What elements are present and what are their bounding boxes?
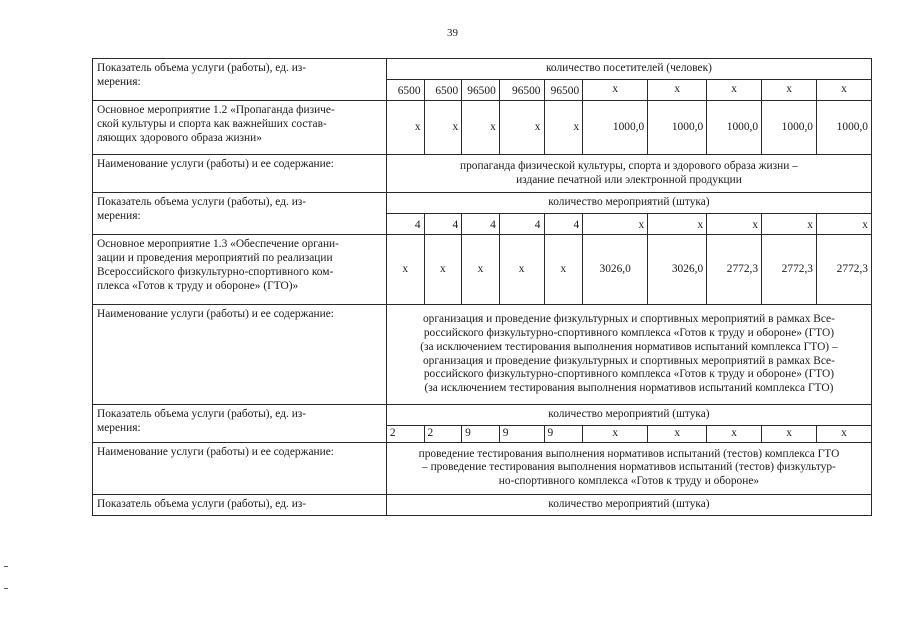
service-row-1-3	[93, 305, 872, 405]
volume-indicator-label: Показатель объема услуги (работы), ед. из-	[93, 494, 387, 515]
volume-indicator-row-3	[93, 405, 872, 426]
volume-indicator-row-4	[93, 494, 872, 515]
value-cell: х	[762, 80, 817, 101]
value-cell: 2772,3	[707, 235, 762, 305]
value-cell: 2	[386, 426, 424, 443]
service-name-label: Наименование услуги (работы) и ее содержание:	[93, 305, 387, 405]
volume-indicator-row-1	[93, 59, 872, 80]
scan-mark	[4, 566, 8, 567]
event-1-2-title: Основное мероприятие 1.2 «Пропаганда физиче- ской культуры и спорта как важнейших состав- ляющих здорового образа жизни»	[93, 101, 387, 155]
value-cell: х	[648, 80, 707, 101]
value-cell: 4	[386, 214, 424, 235]
service-content: пропаганда физической культуры, спорта и здорового образа жизни – издание печатной или электронной продукции	[386, 155, 871, 193]
value-cell: х	[424, 101, 462, 155]
service-content: организация и проведение физкультурных и спортивных мероприятий в рамках Все- российского физкультурно-спортивного комплекса «Готов к труду и обороне» (ГТО) (за исключением тестирования выполнения нормативов испытаний комплекса ГТО) – организация и проведение физкультурных и спортивных мероприятий в рамках Все- российского физкультурно-спортивного комплекса «Готов к труду и обороне» (ГТО) (за исключением тестирования выполнения нормативов испытаний комплекса ГТО)	[386, 305, 871, 405]
value-cell: х	[462, 101, 500, 155]
value-cell: 2772,3	[817, 235, 872, 305]
value-cell: 3026,0	[648, 235, 707, 305]
value-cell: х	[583, 80, 648, 101]
value-cell: х	[707, 80, 762, 101]
value-cell: х	[583, 214, 648, 235]
value-cell: 1000,0	[648, 101, 707, 155]
scan-mark	[4, 588, 8, 589]
value-cell: 1000,0	[762, 101, 817, 155]
value-cell: 96500	[499, 80, 544, 101]
value-cell: х	[817, 426, 872, 443]
value-cell: 4	[499, 214, 544, 235]
value-cell: х	[499, 235, 544, 305]
value-cell: 96500	[544, 80, 583, 101]
value-cell: 4	[424, 214, 462, 235]
value-cell: х	[648, 426, 707, 443]
value-cell: 1000,0	[817, 101, 872, 155]
value-cell: 9	[462, 426, 500, 443]
value-cell: х	[544, 101, 583, 155]
value-cell: х	[583, 426, 648, 443]
volume-indicator-row-2	[93, 193, 872, 214]
page-number: 39	[447, 27, 458, 39]
volume-indicator-label: Показатель объема услуги (работы), ед. из- мерения:	[93, 59, 387, 101]
value-cell: х	[707, 214, 762, 235]
value-cell: х	[386, 235, 424, 305]
event-1-3-row	[93, 235, 872, 305]
value-cell: х	[648, 214, 707, 235]
volume-indicator-label: Показатель объема услуги (работы), ед. из- мерения:	[93, 193, 387, 235]
value-cell: 6500	[424, 80, 462, 101]
value-cell: х	[817, 80, 872, 101]
value-cell: 1000,0	[583, 101, 648, 155]
value-cell: 4	[544, 214, 583, 235]
service-indicators-table	[92, 58, 872, 516]
value-cell: 1000,0	[707, 101, 762, 155]
value-cell: 96500	[462, 80, 500, 101]
service-name-label: Наименование услуги (работы) и ее содержание:	[93, 155, 387, 193]
service-content: проведение тестирования выполнения нормативов испытаний (тестов) комплекса ГТО – проведение тестирования выполнения нормативов испытаний (тестов) физкультур- но-спортивного комплекса «Готов к труду и обороне»	[386, 442, 871, 494]
value-cell: х	[762, 426, 817, 443]
unit-label: количество мероприятий (штука)	[386, 193, 871, 214]
value-cell: 2	[424, 426, 462, 443]
service-row-1-2	[93, 155, 872, 193]
value-cell: х	[762, 214, 817, 235]
value-cell: 9	[499, 426, 544, 443]
value-cell: х	[499, 101, 544, 155]
value-cell: х	[386, 101, 424, 155]
event-1-2-row	[93, 101, 872, 155]
volume-indicator-label: Показатель объема услуги (работы), ед. из- мерения:	[93, 405, 387, 443]
value-cell: 9	[544, 426, 583, 443]
value-cell: х	[707, 426, 762, 443]
value-cell: х	[424, 235, 462, 305]
service-name-label: Наименование услуги (работы) и ее содержание:	[93, 442, 387, 494]
value-cell: 2772,3	[762, 235, 817, 305]
value-cell: х	[544, 235, 583, 305]
value-cell: 3026,0	[583, 235, 648, 305]
unit-label: количество посетителей (человек)	[386, 59, 871, 80]
value-cell: 6500	[386, 80, 424, 101]
value-cell: 4	[462, 214, 500, 235]
service-row-gto-testing	[93, 442, 872, 494]
unit-label: количество мероприятий (штука)	[386, 405, 871, 426]
event-1-3-title: Основное мероприятие 1.3 «Обеспечение органи- зации и проведения мероприятий по реализации Всероссийского физкультурно-спортивного ком- плекса «Готов к труду и обороне» (ГТО)»	[93, 235, 387, 305]
value-cell: х	[462, 235, 500, 305]
unit-label: количество мероприятий (штука)	[386, 494, 871, 515]
value-cell: х	[817, 214, 872, 235]
